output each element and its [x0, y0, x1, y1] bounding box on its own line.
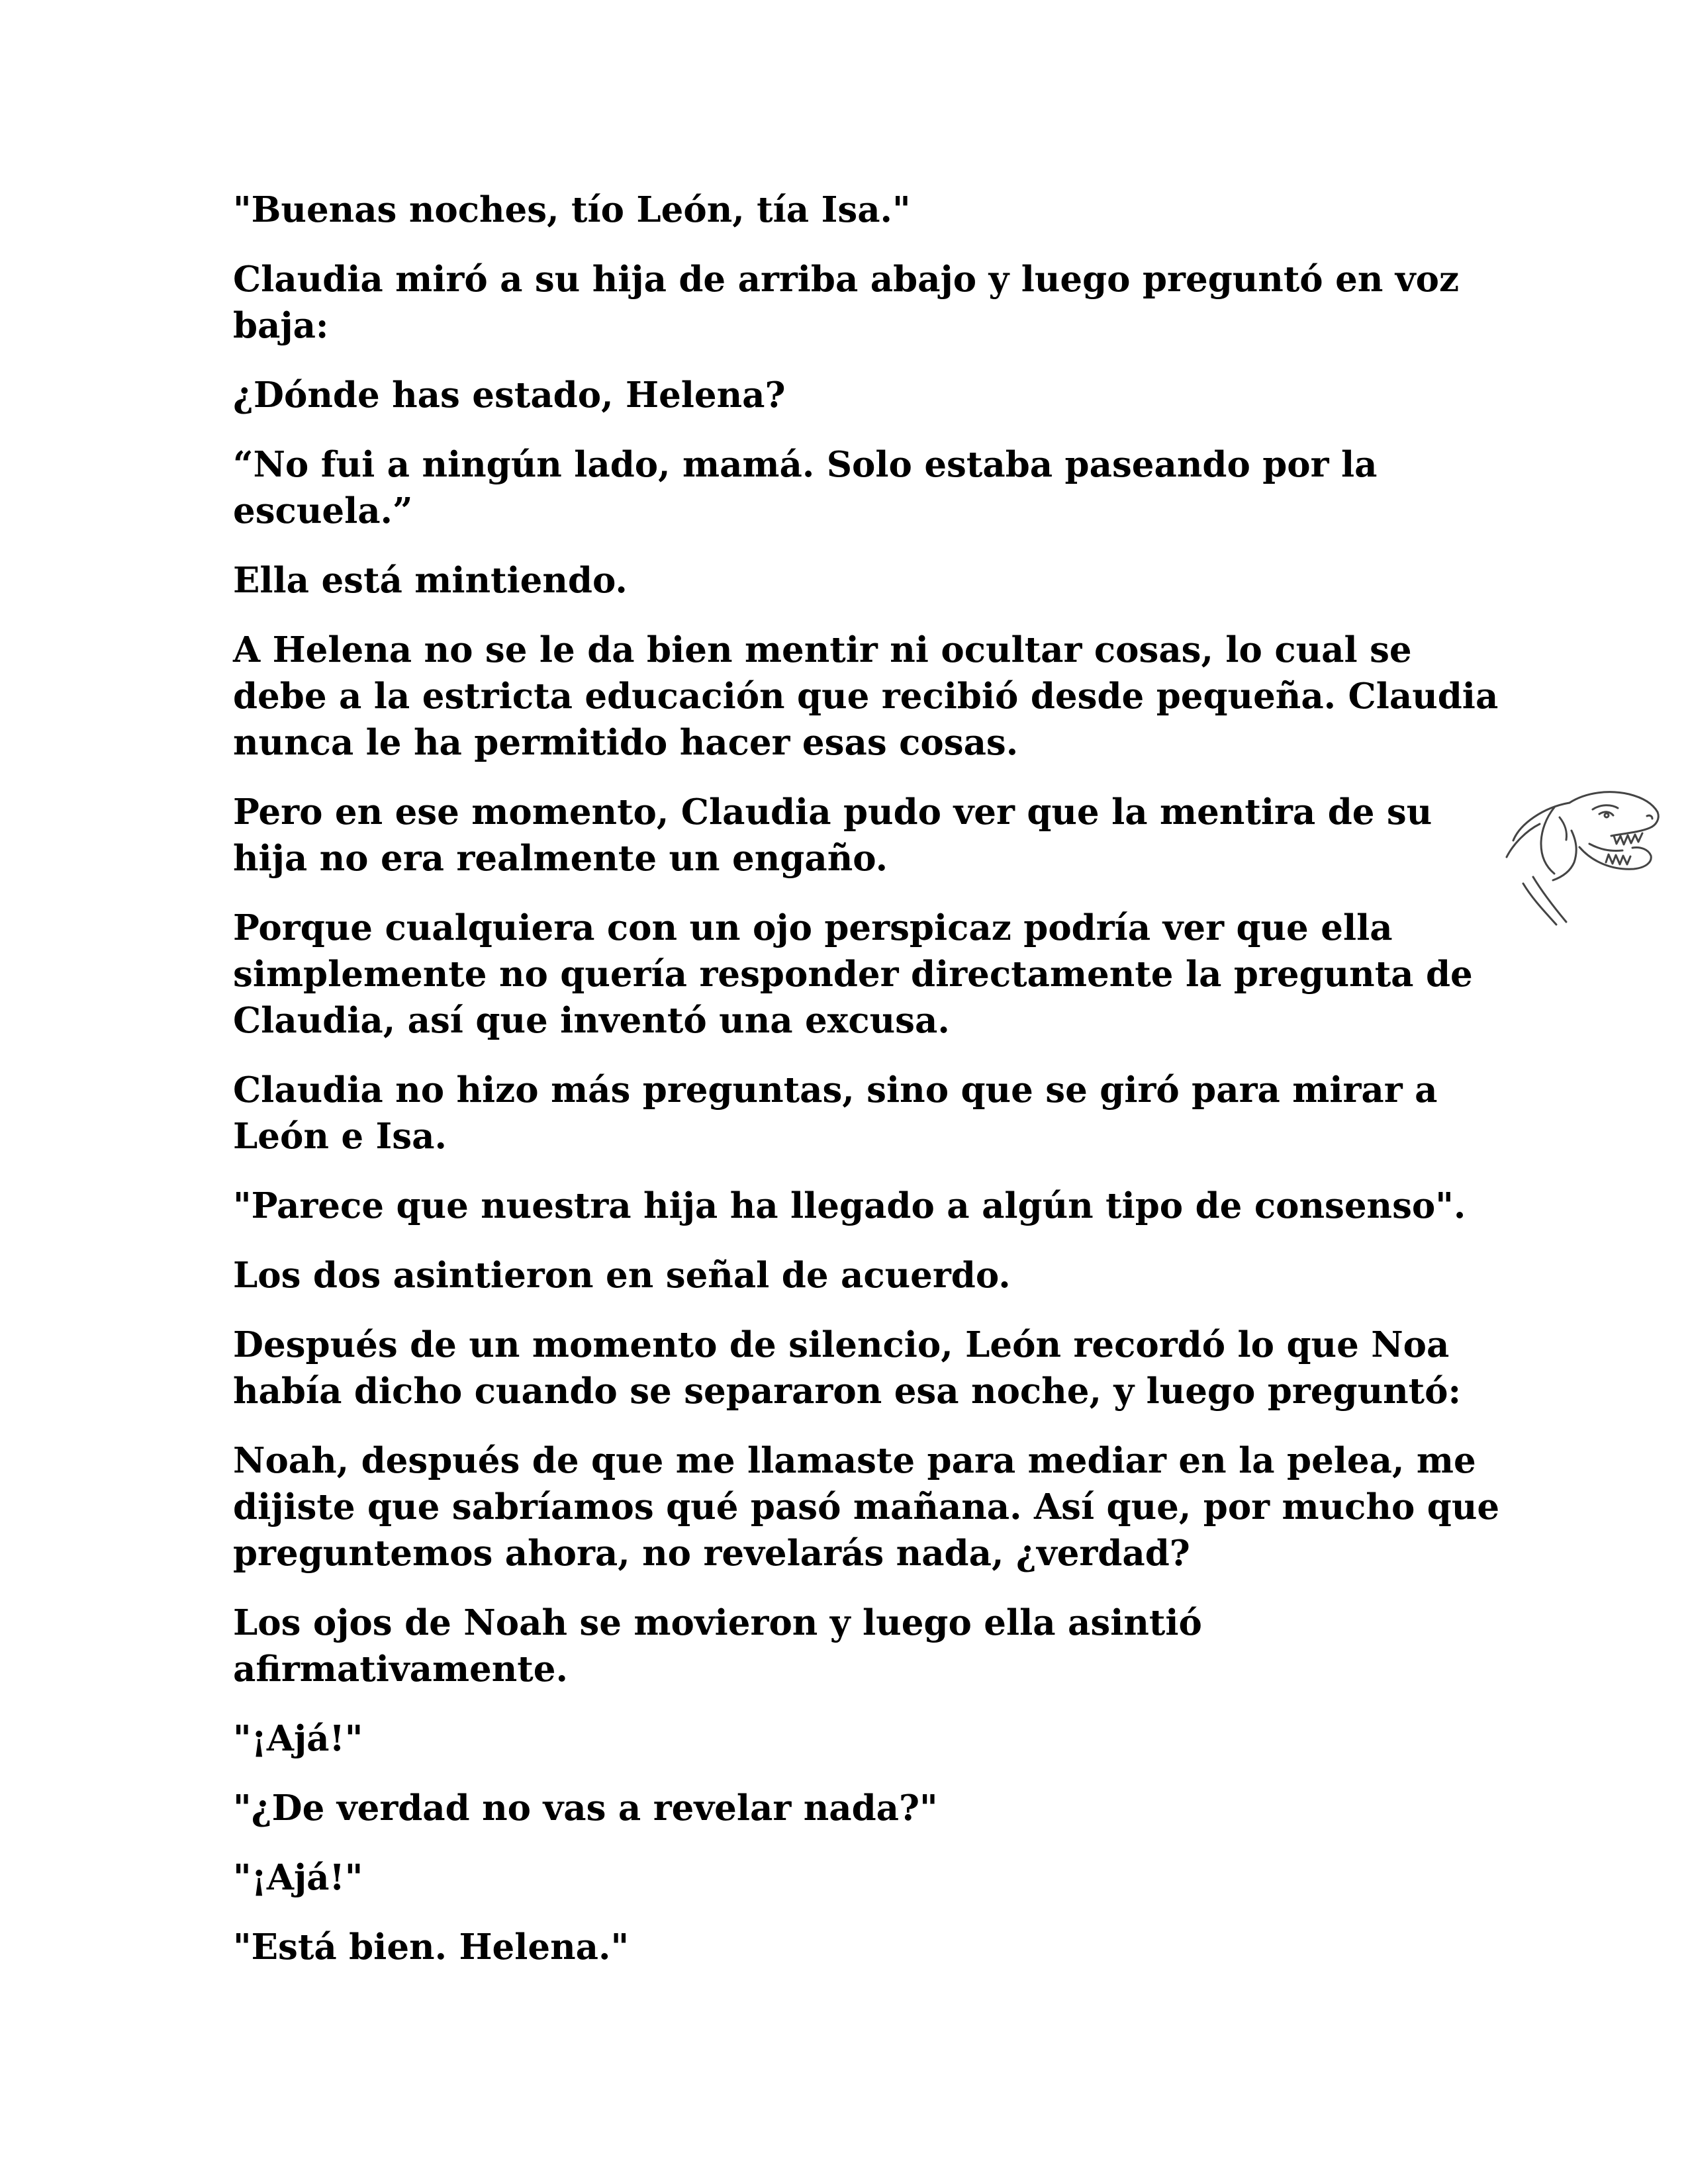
paragraph: "¿De verdad no vas a revelar nada?": [233, 1788, 938, 1829]
paragraph: Pero en ese momento, Claudia pudo ver que la mentira de su hija no era realmente un engaño.: [233, 792, 1432, 879]
paragraph: Ella está mintiendo.: [233, 560, 628, 601]
dinosaur-head-sketch-icon: [1493, 778, 1665, 930]
paragraph: A Helena no se le da bien mentir ni ocultar cosas, lo cual se debe a la estricta educación que recibió desde pequeña. Claudia nunca le ha permitido hacer esas cosas.: [233, 629, 1499, 763]
paragraph: Claudia miró a su hija de arriba abajo y luego preguntó en voz baja:: [233, 259, 1460, 346]
paragraph: Los dos asintieron en señal de acuerdo.: [233, 1255, 1011, 1296]
paragraph: “No fui a ningún lado, mamá. Solo estaba paseando por la escuela.”: [233, 444, 1378, 531]
paragraph: "Está bien. Helena.": [233, 1927, 630, 1968]
body-text: [233, 187, 1504, 1993]
paragraph: Noah, después de que me llamaste para mediar en la pelea, me dijiste que sabríamos qué pasó mañana. Así que, por mucho que preguntemos ahora, no revelarás nada, ¿verdad?: [233, 1440, 1500, 1574]
paragraph: "¡Ajá!": [233, 1857, 363, 1898]
paragraph: Después de un momento de silencio, León recordó lo que Noa había dicho cuando se separaron esa noche, y luego preguntó:: [233, 1324, 1462, 1412]
paragraph: ¿Dónde has estado, Helena?: [233, 375, 786, 416]
paragraph: Porque cualquiera con un ojo perspicaz podría ver que ella simplemente no quería responder directamente la pregunta de Claudia, así que inventó una excusa.: [233, 907, 1473, 1041]
paragraph: "¡Ajá!": [233, 1718, 363, 1759]
paragraph: "Parece que nuestra hija ha llegado a algún tipo de consenso".: [233, 1185, 1466, 1226]
paragraph: "Buenas noches, tío León, tía Isa.": [233, 189, 911, 230]
paragraph: Claudia no hizo más preguntas, sino que se giró para mirar a León e Isa.: [233, 1069, 1438, 1157]
paragraph: Los ojos de Noah se movieron y luego ella asintió afirmativamente.: [233, 1602, 1202, 1690]
